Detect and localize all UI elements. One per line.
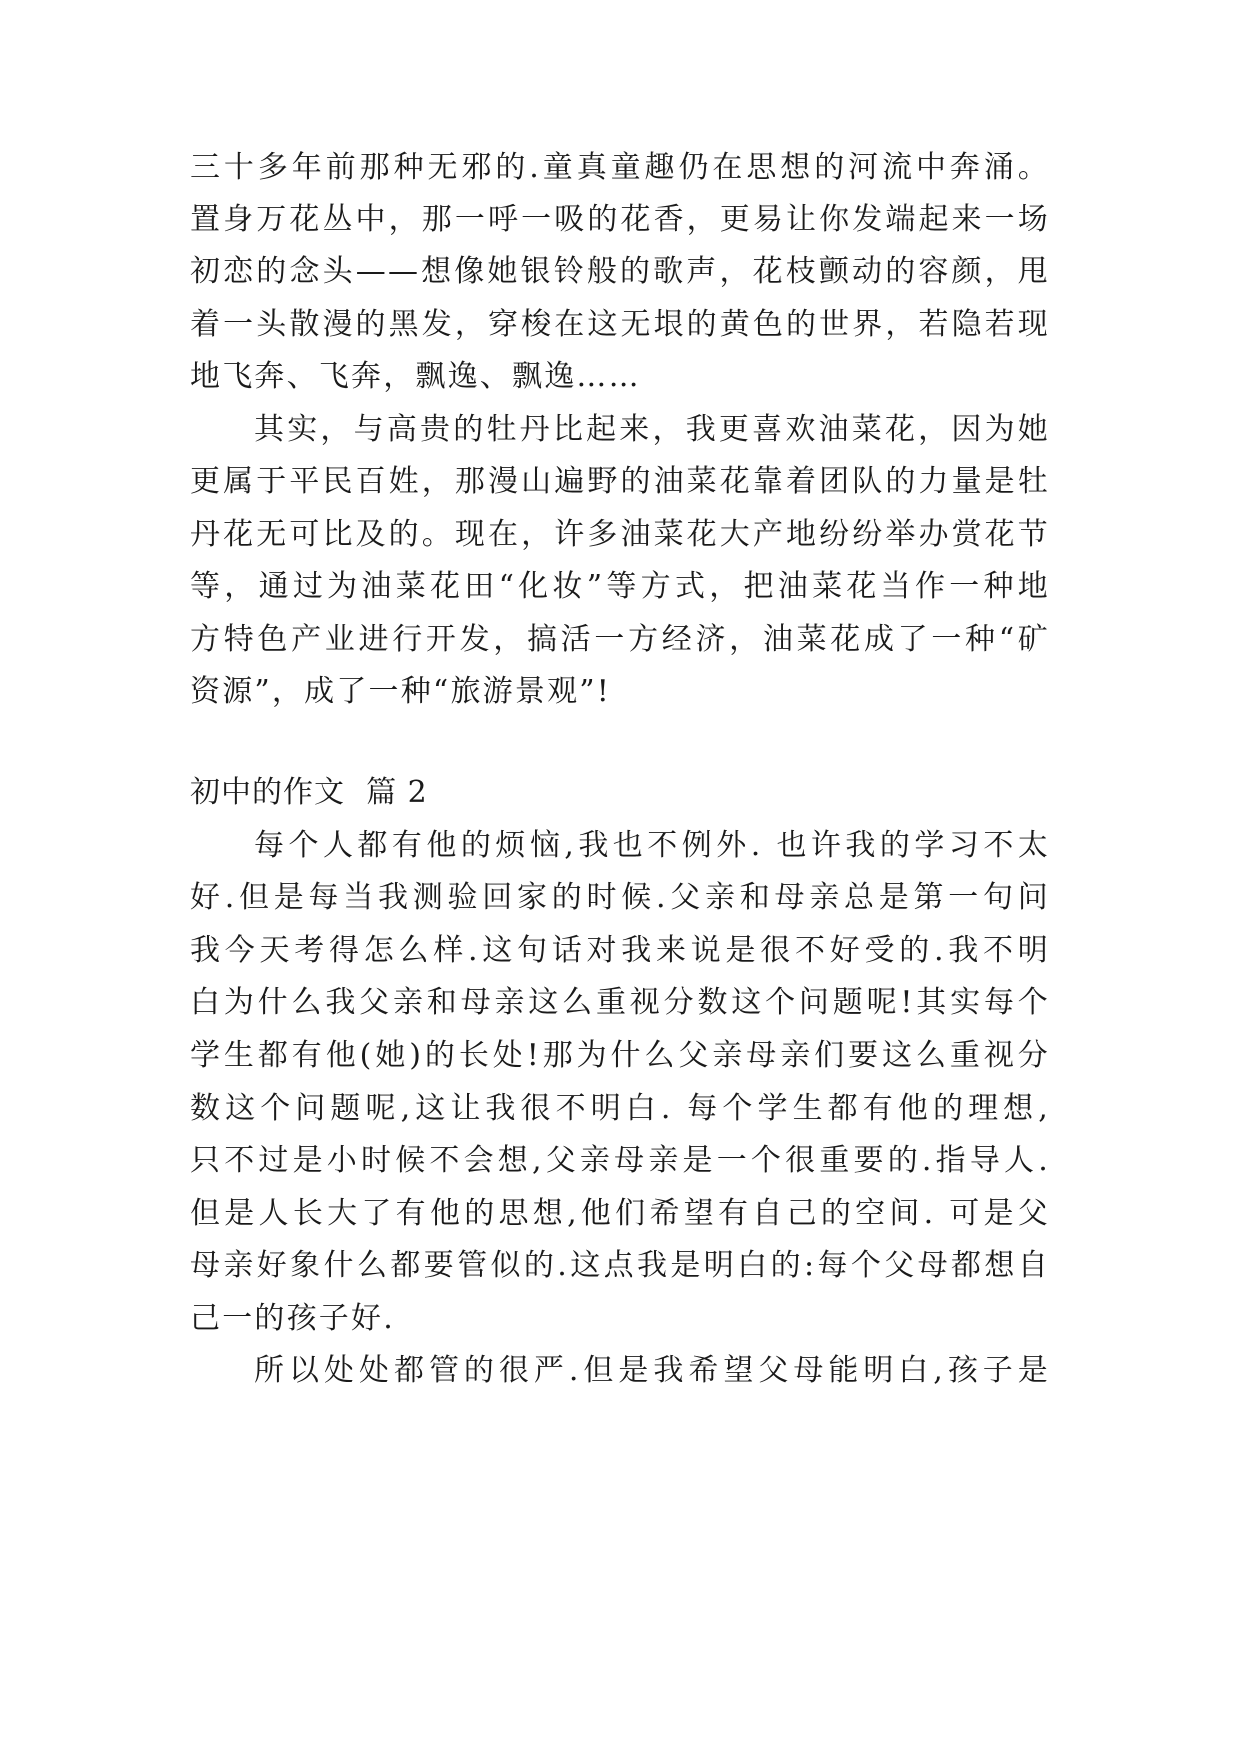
text-line: 数这个问题呢,这让我很不明白. 每个学生都有他的理想, xyxy=(190,1091,1050,1126)
text-line: 地飞奔、飞奔，飘逸、飘逸…… xyxy=(190,359,641,394)
text-line: 方特色产业进行开发，搞活一方经济，油菜花成了一种“矿 xyxy=(190,622,1050,657)
text-line: 只不过是小时候不会想,父亲母亲是一个很重要的.指导人. xyxy=(190,1143,1050,1178)
text-line: 所以处处都管的很严.但是我希望父母能明白,孩子是 xyxy=(254,1353,1050,1388)
text-line: 资源”，成了一种“旅游景观”! xyxy=(190,674,612,709)
text-line: 我今天考得怎么样.这句话对我来说是很不好受的.我不明 xyxy=(190,933,1050,968)
text-line: 等，通过为油菜花田“化妆”等方式，把油菜花当作一种地 xyxy=(190,569,1050,604)
text-line: 三十多年前那种无邪的.童真童趣仍在思想的河流中奔涌。 xyxy=(190,150,1050,185)
text-line: 学生都有他(她)的长处!那为什么父亲母亲们要这么重视分 xyxy=(190,1038,1050,1073)
section-heading: 初中的作文 篇 2 xyxy=(190,775,428,810)
text-line: 白为什么我父亲和母亲这么重视分数这个问题呢!其实每个 xyxy=(190,985,1050,1020)
text-line: 着一头散漫的黑发，穿梭在这无垠的黄色的世界，若隐若现 xyxy=(190,307,1050,342)
text-line: 每个人都有他的烦恼,我也不例外. 也许我的学习不太 xyxy=(254,828,1050,863)
text-line: 好.但是每当我测验回家的时候.父亲和母亲总是第一句问 xyxy=(190,880,1050,915)
text-line: 初恋的念头——想像她银铃般的歌声，花枝颤动的容颜，甩 xyxy=(190,254,1050,289)
text-line: 母亲好象什么都要管似的.这点我是明白的:每个父母都想自 xyxy=(190,1248,1050,1283)
text-line: 其实，与高贵的牡丹比起来，我更喜欢油菜花，因为她 xyxy=(254,412,1050,447)
text-line: 置身万花丛中，那一呼一吸的花香，更易让你发端起来一场 xyxy=(190,202,1050,237)
text-line: 更属于平民百姓，那漫山遍野的油菜花靠着团队的力量是牡 xyxy=(190,464,1050,499)
text-line: 己一的孩子好. xyxy=(190,1301,395,1336)
text-line: 但是人长大了有他的思想,他们希望有自己的空间. 可是父 xyxy=(190,1196,1050,1231)
text-line: 丹花无可比及的。现在，许多油菜花大产地纷纷举办赏花节 xyxy=(190,517,1050,552)
